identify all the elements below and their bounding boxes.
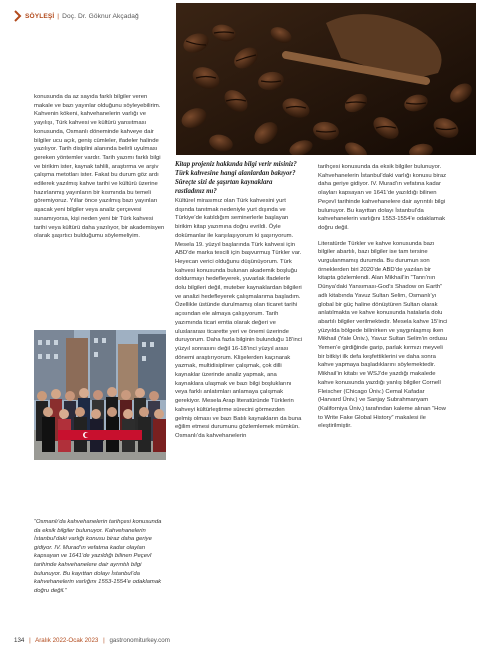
photo-caption [34, 518, 166, 595]
interview-question: Kitap projeniz hakkında bilgi verir misiniz? Türk kahvesine hangi alanlardan bakıyor? Süreçte sizi de şaşırtan kaynaklara rastladınız mı? [175, 161, 297, 195]
page-footer [14, 637, 170, 644]
issue-date: Aralık 2022-Ocak 2023 [35, 637, 99, 644]
paragraph: tarihçesi konusunda da eksik bilgiler bulunuyor. Kahvehanelerin İstanbul’daki varlığı konusu biraz daha geriye gidiyor. IV. Murad’ın vefatına kadar olayları kapsayan ve 1641’de yazıldığı bilinen Peçevî tarihinde kahvehanelere dair ayrıntılı bilgi bulunuyor. Bu kayıttan dolayı İstanbul’da kahvehanelerin varlığını 1553-1554’e odaklamak doğru değil. [318, 164, 447, 231]
paragraph: Literatürde Türkler ve kahve konusunda bazı bilgiler abartılı, bazı bilgiler ise tam tersine vurgulanmamış durumda. Bu durumun son örneklerden biri 2020’de ABD’de yazılan bir kitapta gözlemlendi. Alan Mikhail’in “Tanrı’nın Dünya’daki Yansıması-God’s Shadow on Earth” adlı kitabında Yavuz Sultan Selim, Osmanlı’yı global bir güç haline dönüştüren Sultan olarak anlatılmakta ve kahve konusunda hatalarla dolu abartılı bilgiler verilmektedir. Mesela kahve 15’inci yüzyılda bölgede bilinirken ve yaygınlaşmış iken Mikhail (Yale Üniv.), Yavuz Sultan Selim’in ordusu Yemen’e girdiğinde garip, parlak kırmızı meyveli bir bitkiyi ilk defa keşfettiklerini ve daha sonra kahve yapmaya başladıklarını söylemektedir. Mikhail’in kitabı ve WSJ’de yazdığı makalede kahve konusunda yazdığı yanlış bilgiler Cornell Fleischer (Chicago Üniv.) Cemal Kafadar (Harvard Üniv.) ve Sanjay Subrahmanyam (Kaliforniya Üniv.) tarafından kaleme alınan “How to Write Fake Global History” makalesi ile eleştirilmiştir. [318, 240, 448, 430]
body-column-1 [34, 93, 166, 241]
paragraph: konusunda da az sayıda farklı bilgiler veren makale ve bazı yayınlar olduğunu söyleyebilirim. Kahvenin kökeni, kahvehanelerin varlığı ve yayılışı, Türk kahvesi ve kültürü yansıtması konusunda, Osmanlı döneminde kahveye dair bilgiler ucu açık, geniş cümleler, ifadeler halinde yazılıyor. Tarih disiplini alanında belirli uyulması gereken yöntemler vardır. Tarih yazımı farklı bilgi ve birikim ister, kaynak tahlili, araştırma ve arşiv çalışma metotları ister. Fakat bu durum göz ardı edilerek yazılmış kahve tarihi ve kültürü üzerine hazırlanmış yayınların bir kısmında bu temeli göremiyoruz. Yıllar önce yazılmış bazı yayınları aşacak yeni bilgiler veya analiz çerçevesi sunamıyorsa, kişi neden yeni bir Türk kahvesi tarihi veya kültürü daha yazılıyor, bir akademisyen olarak şaşırtıcı bulduğumu söylemeliyim. [34, 94, 165, 240]
footer-separator: | [29, 637, 31, 644]
chevron-right-icon [14, 10, 22, 22]
body-column-3 [318, 163, 448, 431]
section-label: SÖYLEŞİ [25, 12, 55, 20]
footer-separator: | [103, 637, 105, 644]
caption-text: “Osmanlı’da kahvehanelerin tarihçesi konusunda da eksik bilgiler bulunuyor. Kahvehanelerin İstanbul’daki varlığı konusu biraz daha geriye gidiyor. IV. Murad’ın vefatına kadar olayları kapsayan ve 1641’de yazıldığı bilinen Peçevî tarihinde kahvehanelere dair ayrıntılı bilgi bulunuyor. Bu kayıttan dolayı İstanbul’da kahvehanelerin varlığını 1553-1554’e odaklamak doğru değil.” [34, 519, 162, 594]
coffee-beans-photo [176, 3, 476, 155]
header-separator: | [57, 12, 60, 20]
paragraph: Kültürel mirasımız olan Türk kahvesini yurt dışında tanıtmak nedeniyle yurt dışında ve Türkiye’de katıldığım seminerlerle başlayan birikim kitap yazımına doğru evrildi. Öyle dokümanlar ile karşılaşıyorum ki şaşırıyorum. Mesela 19. yüzyıl başlarında Türk kahvesi için ABD’de marka tescili için başvurmuş Türkler var. Heyecan verici olduğunu düşünüyorum. Türk kahvesi konusunda bulunan akademik boşluğu doldurmayı hedefleyerek, yuvarlak ifadelerle dolu bilgileri değil, muteber kaynaklardan bilgileri ve analizi hedefleyerek çalışmalarıma başladım. Özellikle üstünde durulmamış olan ticaret tarihi açısından ele almaya çalışıyorum. Tarih yazımında ticari emtia olarak değeri ve uluslararası ticarette yeri ve önemi üzerinde duruyorum. Daha fazla bilginin bulunduğu 18’inci yüzyıl sonrasını değil 16-18’inci yüzyıl arası dönemi araştırıyorum. Klişelerden kaçınarak yazmak, multidisipliner çalışmak, çok dilli kaynaklar üzerinde analiz yapmak, ana kaynaklara ulaşmak ve bazı bilgi boşluklarını veya farklı anlatımları anlamaya çalışmak gerekiyor. Mesela Arap literatüründe Türklerin kahveyi kültürleştirme sürecini görmezden gelmiş olması ve bazı Batılı kaynakların da buna eğilim etmesi durumunu gözlemlemek mümkün. Osmanlı’da kahvehanelerin [175, 198, 303, 439]
body-column-2 [175, 160, 303, 441]
page-number: 134 [14, 637, 25, 644]
author-name: Doç. Dr. Göknur Akçadağ [62, 12, 139, 20]
group-photo [34, 330, 166, 460]
page-header [14, 8, 139, 24]
website-link[interactable]: gastronomiturkey.com [109, 637, 170, 644]
